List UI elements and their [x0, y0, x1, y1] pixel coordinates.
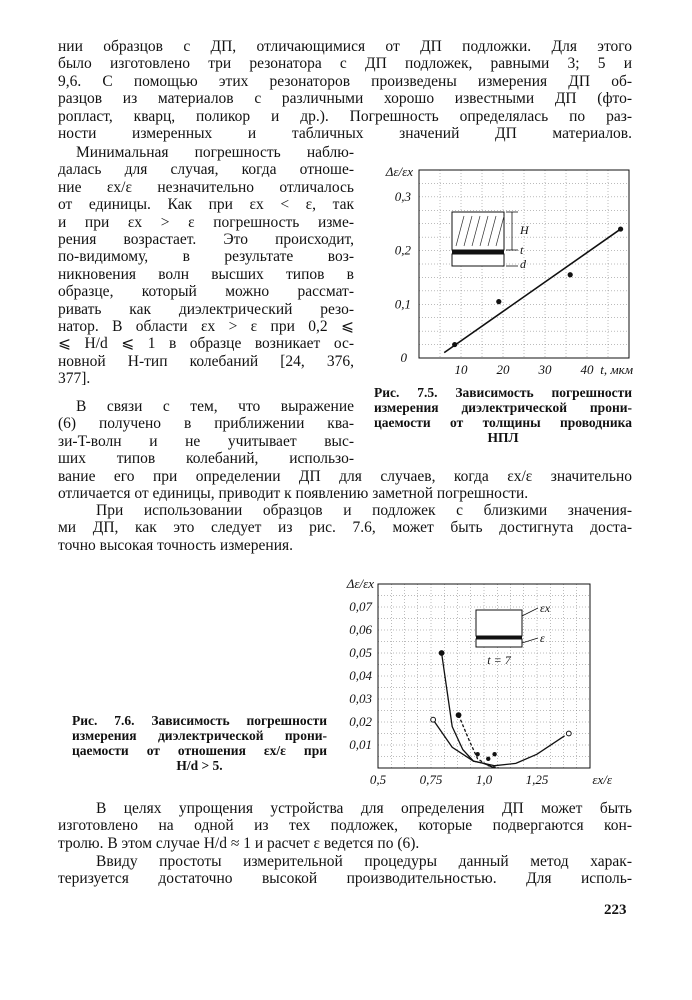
data-point: [452, 342, 457, 347]
inset-label-ex: εx: [540, 601, 551, 615]
inset-substrate: [452, 254, 504, 266]
caption-line: H/d > 5.: [176, 758, 223, 773]
data-point: [618, 226, 623, 231]
fig-7-5-caption: [374, 385, 632, 445]
y-axis-label: Δε/εx: [346, 576, 374, 591]
text-line: Ввиду простоты измерительной процедуры данный метод харак-: [96, 853, 632, 870]
data-point: [439, 651, 444, 656]
paragraph-1: [58, 38, 632, 142]
data-point: [568, 272, 573, 277]
text-line: по-видимому, в результате воз-: [58, 248, 354, 266]
x-tick-label: 0,5: [369, 772, 387, 787]
text-line: тролю. В этом случае H/d ≈ 1 и расчет ε ведется по (6).: [58, 834, 420, 852]
text-line: точно высокая точность измерения.: [58, 536, 294, 554]
data-point: [492, 752, 496, 756]
text-line: ших типов колебаний, использо-: [58, 450, 354, 468]
x-axis-label: εx/ε: [592, 772, 612, 787]
inset-label-t: t = 7: [487, 653, 511, 667]
text-line: изготовлено на одной из тех подложек, которые подвергаются кон-: [58, 817, 632, 835]
y-tick-label: 0,07: [349, 599, 372, 614]
inset-substrate: [476, 639, 522, 647]
chart-fig-7-5: [364, 160, 644, 375]
text-line: от единицы. Как при εx < ε, так: [58, 196, 354, 214]
x-tick-label: 10: [454, 362, 468, 377]
y-tick-label: 0,01: [349, 737, 372, 752]
text-line: 9,6. С помощью этих резонаторов произведены измерения ДП об-: [58, 72, 632, 90]
series-line-curve3: [459, 715, 499, 768]
caption-line: измерения диэлектрической прони-: [72, 728, 327, 743]
inset-label-h: H: [520, 223, 529, 237]
text-line: образце, который можно рассмат-: [58, 283, 354, 301]
text-line: ности измеренных и табличных значений ДП материалов.: [58, 125, 632, 143]
origin-label: 0: [400, 350, 407, 365]
y-tick-label: 0,02: [349, 714, 372, 729]
caption-line: цаемости от толщины проводника: [374, 415, 632, 430]
y-tick-label: 0,06: [349, 622, 372, 637]
paragraph-2: [58, 144, 354, 388]
y-axis-label: Δε/εx: [385, 164, 413, 179]
text-line: рения возрастает. Это происходит,: [58, 231, 354, 249]
text-line: никновения волн высших типов в: [58, 265, 354, 283]
text-line: Минимальная погрешность наблю-: [76, 144, 354, 161]
text-line: 377].: [58, 370, 91, 388]
x-tick-label: 40: [580, 362, 594, 377]
text-line: ривать как диэлектрический резо-: [58, 300, 354, 318]
fig-7-6-caption: [72, 713, 327, 773]
page-number: 223: [604, 902, 627, 918]
caption-line: Рис. 7.6. Зависимость погрешности: [72, 713, 327, 728]
text-line: далась для случая, когда отноше-: [58, 161, 354, 179]
text-line: теризуется достаточно высокой производительностью. Для исполь-: [58, 870, 632, 888]
paragraph-5: [58, 800, 632, 852]
text-line: В целях упрощения устройства для определения ДП может быть: [96, 800, 632, 817]
data-point: [431, 717, 436, 722]
text-line: разцов из материалов с различными хорошо известными ДП (фто-: [58, 90, 632, 108]
text-line: новной H-тип колебаний [24, 376,: [58, 352, 354, 370]
x-tick-label: 1,25: [525, 772, 549, 787]
caption-line: измерения диэлектрической прони-: [374, 400, 632, 415]
inset-label-e: ε: [540, 631, 545, 645]
text-line: натор. В области εx > ε при 0,2 ⩽: [58, 318, 354, 336]
data-point: [566, 731, 571, 736]
text-line: нии образцов с ДП, отличающимися от ДП подложки. Для этого: [58, 38, 632, 55]
text-line: При использовании образцов и подложек с близкими значения-: [96, 502, 632, 519]
caption-line: цаемости от отношения εx/ε при: [72, 743, 327, 758]
paragraph-4: [58, 502, 632, 554]
caption-line: НПЛ: [487, 430, 519, 445]
y-tick-label: 0,3: [394, 188, 411, 204]
text-line: ние εx/ε незначительно отличалось: [58, 178, 354, 196]
inset-pointer: [522, 608, 538, 616]
text-line: вание его при определении ДП для случаев, когда εx/ε значительно: [58, 467, 632, 485]
chart-fig-7-6: [330, 572, 630, 797]
y-tick-label: 0,05: [349, 645, 372, 660]
text-line: ропласт, кварц, поликор и др.). Погрешность определялась по раз-: [58, 107, 632, 125]
text-line: зи-T-волн и не учитывает выс-: [58, 432, 354, 450]
inset-pointer: [522, 638, 538, 643]
y-tick-label: 0,1: [394, 296, 411, 312]
caption-line: Рис. 7.5. Зависимость погрешности: [374, 385, 632, 400]
inset-conductor: [452, 250, 504, 254]
text-line: и при εx > ε погрешность изме-: [58, 213, 354, 231]
text-line: (6) получено в приближении ква-: [58, 415, 354, 433]
data-point: [486, 757, 490, 761]
text-line: было изготовлено три резонатора с ДП подложек, равными 3; 5 и: [58, 55, 632, 73]
x-axis-label: t, мкм: [600, 362, 633, 377]
data-point: [496, 299, 501, 304]
data-point: [475, 752, 479, 756]
inset-label-d: d: [520, 257, 526, 271]
inset-sample: [476, 610, 522, 636]
text-line: ⩽ H/d ⩽ 1 в образце возникает ос-: [58, 335, 354, 353]
text-line: ми ДП, как это следует из рис. 7.6, может быть достигнута доста-: [58, 519, 632, 537]
data-point: [456, 713, 461, 718]
x-tick-label: 0,75: [419, 772, 443, 787]
x-tick-label: 30: [538, 362, 552, 377]
x-tick-label: 20: [496, 362, 510, 377]
y-tick-label: 0,04: [349, 668, 372, 683]
text-line: отличается от единицы, приводит к появлению заметной погрешности.: [58, 485, 529, 503]
x-tick-label: 1,0: [475, 772, 493, 787]
text-line: В связи с тем, что выражение: [76, 398, 354, 415]
y-tick-label: 0,03: [349, 691, 372, 706]
paragraph-6: [58, 853, 632, 888]
y-tick-label: 0,2: [394, 242, 411, 258]
inset-label-t: t: [520, 243, 524, 257]
